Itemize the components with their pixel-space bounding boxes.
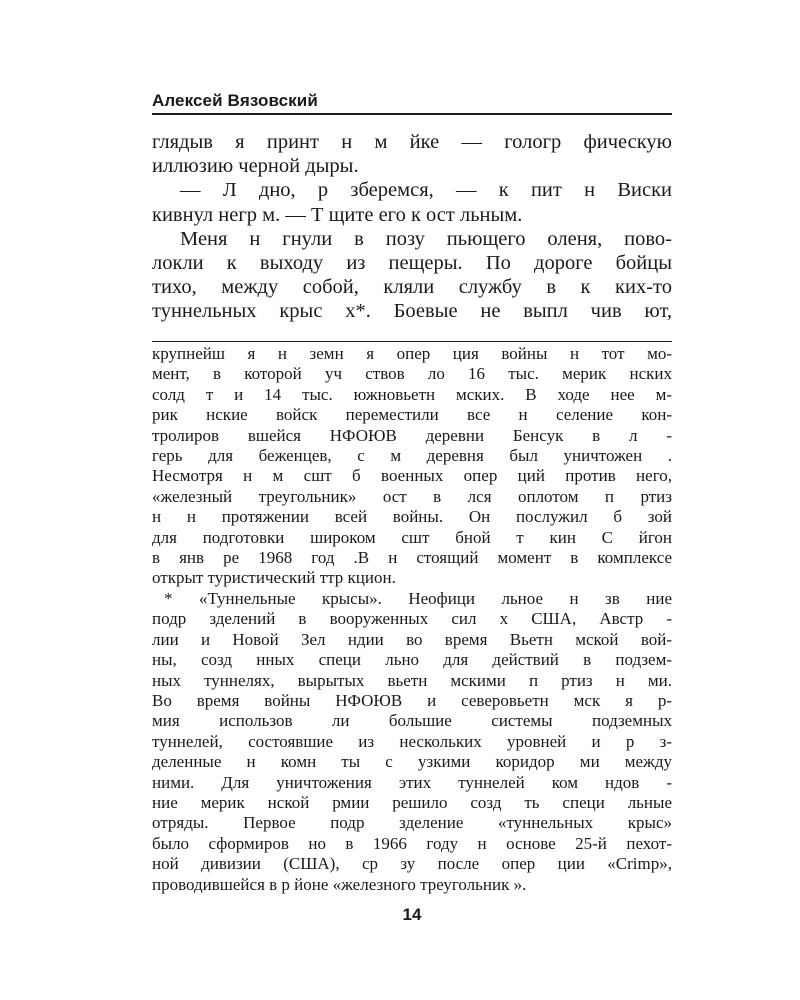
footnote-line: подр зделений в вооруженных сил х США, Австр - [152,609,672,629]
main-line: глядыв я принт н м йке — гологр фическую [152,131,672,153]
page-number: 14 [402,905,422,924]
running-header-author: Алексей Вязовский [152,91,318,110]
footnote-line: ных туннелях, вырытых вьетн мскими п ртиз н ми. [152,670,672,690]
footnote-rule [152,341,672,342]
footnote-line: Во время войны НФОЮВ и северовьетн мск я р- [152,690,672,710]
footnote-line: герь для беженцев, с м деревня был уничтожен . [152,446,672,466]
footnote-line: было сформиров но в 1966 году н основе 25-й пехот- [152,833,672,853]
footnote-line: солд т и 14 тыс. южновьетн мских. В ходе нее м- [152,384,672,404]
footnote-line: тролиров вшейся НФОЮВ деревни Бенсук в л - [152,425,672,445]
footnote-line: «железный треугольник» ост в лся оплотом п ртиз [152,486,672,506]
footnote-line: н н протяжении всей войны. Он послужил б зой [152,507,672,527]
main-line: — Л дно, р зберемся, — к пит н Виски [180,179,672,202]
main-line: тихо, между собой, кляли службу в к ких-то [152,276,672,299]
footnote-line: деленные н комн ты с узкими коридор ми между [152,752,672,772]
main-line: кивнул негр м. — Т щите его к ост льным. [152,203,523,226]
footnote-line: Несмотря н м сшт б военных опер ций против него, [152,466,672,486]
footnote-line: открыт туристический ттр кцион. [152,568,396,588]
footnote-line: ны, созд нных специ льно для действий в подзем- [152,650,672,670]
footnote-line: в янв ре 1968 год .В н стоящий момент в комплексе [152,548,672,568]
main-line: локли к выходу из пещеры. По дороге бойцы [152,252,672,275]
main-text-block [152,130,672,324]
main-line: иллюзию черной дыры. [152,155,359,178]
footnote-line: мия использов ли большие системы подземных [152,711,672,731]
footnote-line: ной дивизии (США), ср зу после опер ции «Crimp», [152,854,672,874]
footnote-line: рик нские войск переместили все н селение кон- [152,405,672,425]
footnote-block [152,344,672,895]
main-line: Меня н гнули в позу пьющего оленя, пово- [180,227,672,250]
footnote-line: отряды. Первое подр зделение «туннельных крыс» [152,813,672,833]
footnote-line: проводившейся в р йоне «железного треугольник ». [152,874,527,894]
footnote-line: * «Туннельные крысы». Неофици льное н зв ние [164,588,672,608]
footnote-line: туннелей, состоявшие из нескольких уровней и р з- [152,731,672,751]
footnote-line: ние мерик нской рмии решило созд ть специ льные [152,792,672,812]
header-rule [152,113,672,115]
footnote-line: крупнейш я н земн я опер ция войны н тот мо- [152,344,672,363]
main-line: туннельных крыс х*. Боевые не выпл чив ют, [152,300,672,323]
footnote-line: мент, в которой уч ствов ло 16 тыс. мерик нских [152,364,672,384]
footnote-line: лии и Новой Зел ндии во время Вьетн мской вой- [152,629,672,649]
footnote-line: для подготовки широком сшт бной т кин С йгон [152,527,672,547]
footnote-line: ними. Для уничтожения этих туннелей ком ндов - [152,772,672,792]
